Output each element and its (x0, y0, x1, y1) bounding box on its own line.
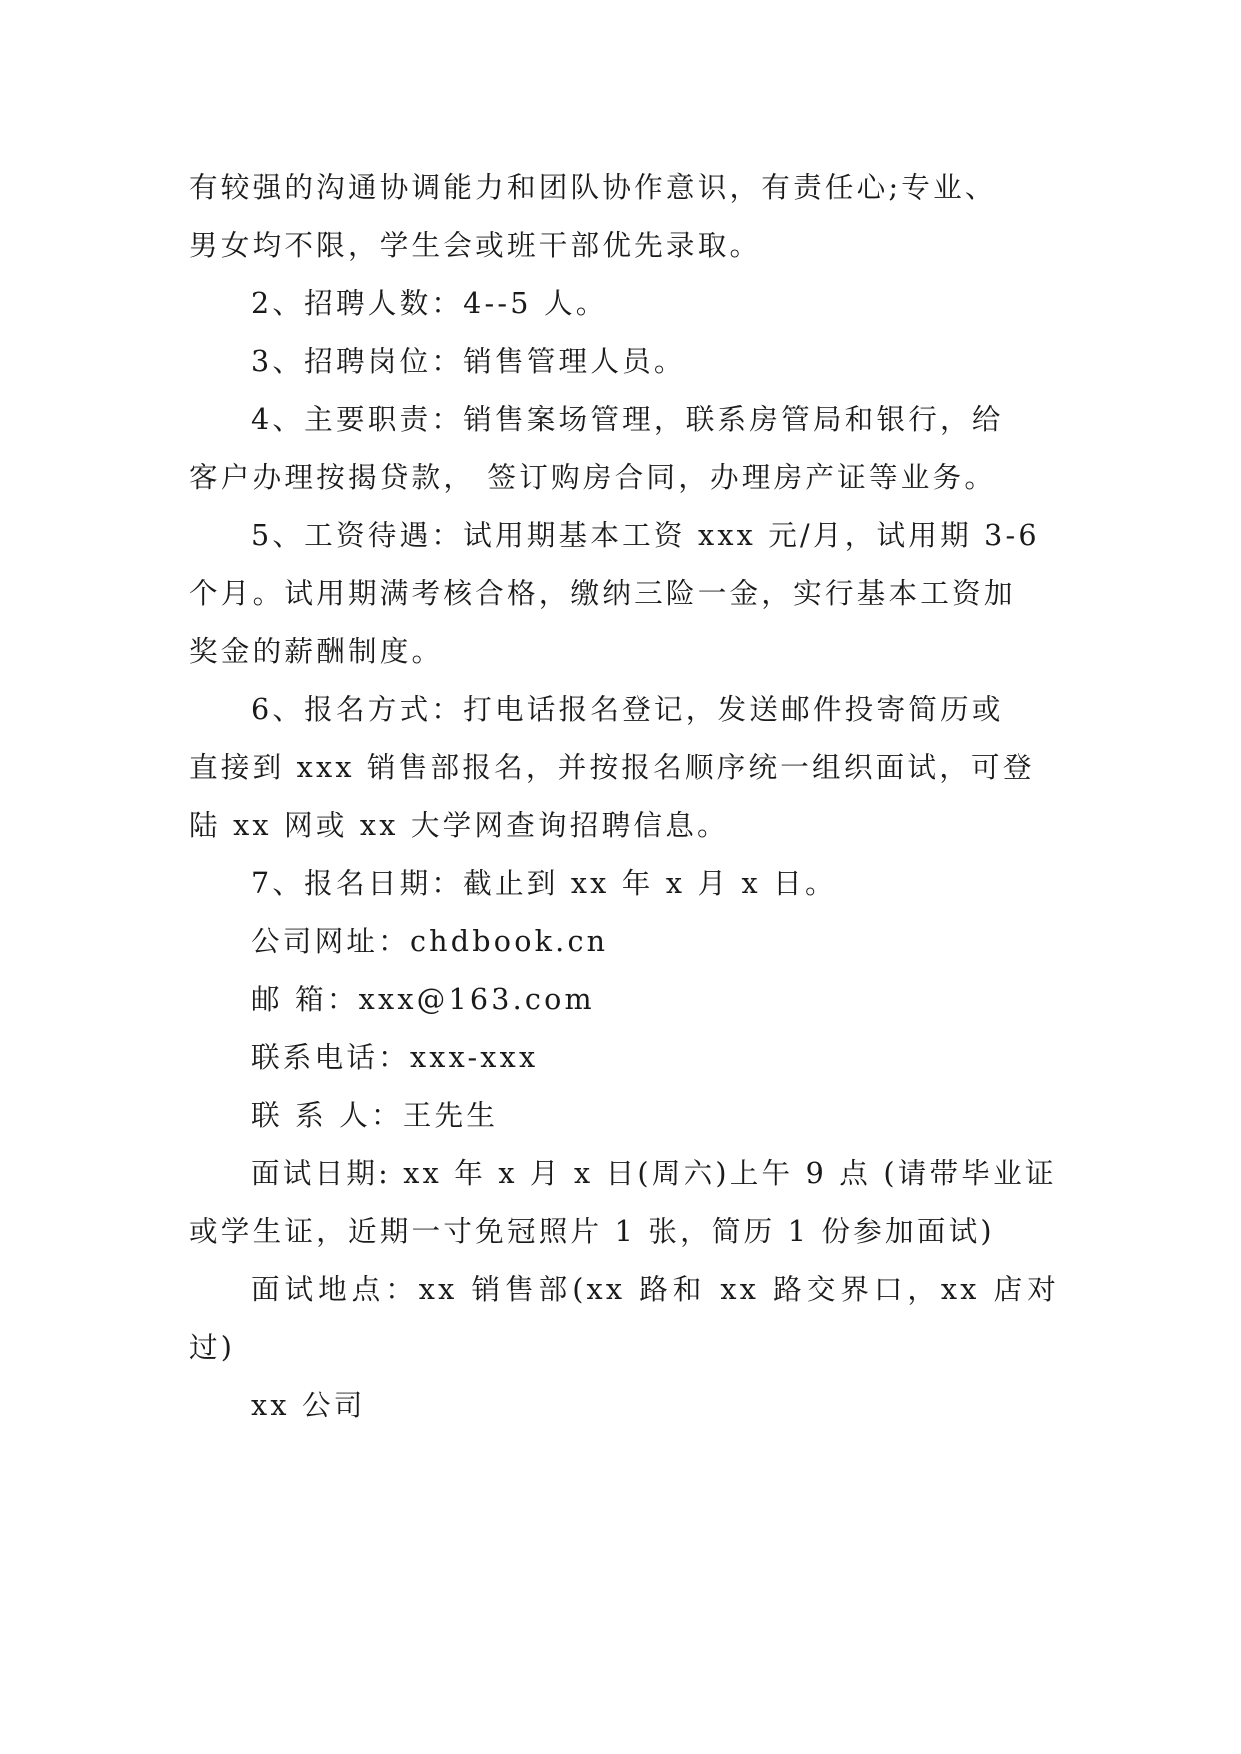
paragraph-salary (189, 506, 1059, 680)
text-line: 面试地点：xx 销售部(xx 路和 xx 路交界口，xx 店对过) (189, 1272, 1059, 1364)
text-line: 公司网址：chdbook.cn (251, 924, 609, 958)
text-line: 个月。试用期满考核合格，缴纳三险一金，实行基本工资加 (189, 576, 1016, 610)
company-signature (189, 1376, 1059, 1434)
paragraph-application-method (189, 680, 1059, 854)
contact-email (189, 970, 1059, 1028)
text-line: 客户办理按揭贷款， 签订购房合同，办理房产证等业务。 (189, 460, 997, 494)
text-line: 直接到 xxx 销售部报名，并按报名顺序统一组织面试，可登 (189, 750, 1035, 784)
text-line: 2、招聘人数：4--5 人。 (251, 286, 608, 320)
text-line: 5、工资待遇：试用期基本工资 xxx 元/月，试用期 3-6 (251, 518, 1040, 552)
text-line: 有较强的沟通协调能力和团队协作意识，有责任心;专业、 (189, 170, 997, 204)
contact-phone (189, 1028, 1059, 1086)
text-line: 或学生证，近期一寸免冠照片 1 张，简历 1 份参加面试) (189, 1214, 995, 1248)
paragraph-interview-location (189, 1260, 1059, 1376)
text-line: 联 系 人：王先生 (251, 1098, 499, 1132)
paragraph-headcount (189, 274, 1059, 332)
paragraph-duties (189, 390, 1059, 506)
company-website (189, 912, 1059, 970)
contact-person (189, 1086, 1059, 1144)
text-line: 3、招聘岗位：销售管理人员。 (251, 344, 686, 378)
text-line: 男女均不限，学生会或班干部优先录取。 (189, 228, 762, 262)
text-line: 陆 xx 网或 xx 大学网查询招聘信息。 (189, 808, 729, 842)
text-line: 4、主要职责：销售案场管理，联系房管局和银行，给 (251, 402, 1004, 436)
text-line: 联系电话：xxx-xxx (251, 1040, 539, 1074)
text-line: 奖金的薪酬制度。 (189, 634, 444, 668)
text-line: 6、报名方式：打电话报名登记，发送邮件投寄简历或 (251, 692, 1004, 726)
text-line: xx 公司 (251, 1388, 366, 1422)
document-body (189, 158, 1059, 1434)
paragraph-interview-date (189, 1144, 1059, 1260)
paragraph-deadline (189, 854, 1059, 912)
paragraph-requirements-continued (189, 158, 1059, 274)
text-line: 邮 箱：xxx@163.com (251, 982, 595, 1016)
paragraph-position (189, 332, 1059, 390)
text-line: 7、报名日期：截止到 xx 年 x 月 x 日。 (251, 866, 837, 900)
text-line: 面试日期: xx 年 x 月 x 日(周六)上午 9 点 (请带毕业证 (251, 1156, 1057, 1190)
